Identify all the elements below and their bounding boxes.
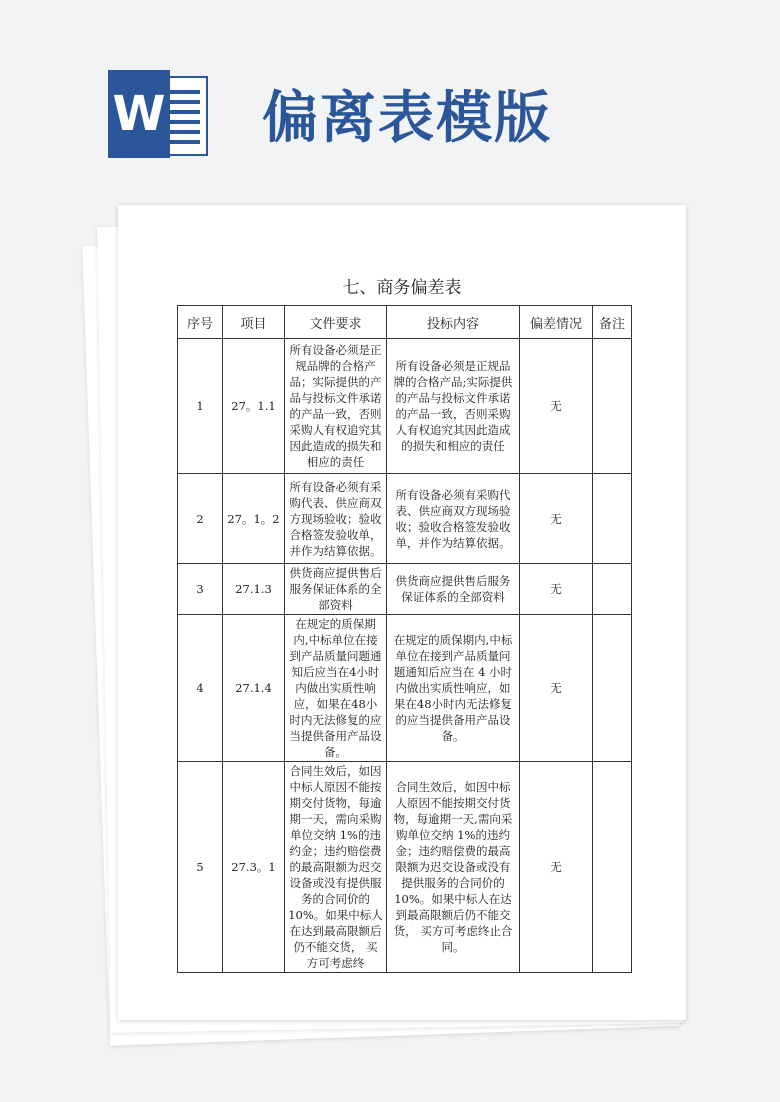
document-page [118,205,686,1020]
cell-no: 4 [178,615,223,762]
cell-requirement: 所有设备必须有采购代表、供应商双方现场验收；验收合格签发验收单，并作为结算依据。 [285,474,387,564]
cell-remark [593,615,632,762]
banner-title: 偏离表模版 [262,86,552,151]
cell-item: 27.3。1 [223,762,285,973]
cell-requirement: 供货商应提供售后服务保证体系的全部资料 [285,564,387,615]
header-item: 项目 [223,306,285,339]
cell-item: 27.1.4 [223,615,285,762]
header-no: 序号 [178,306,223,339]
cell-remark [593,339,632,474]
cell-deviation: 无 [520,762,593,973]
word-logo-icon [108,70,208,158]
cell-deviation: 无 [520,339,593,474]
cell-no: 2 [178,474,223,564]
header-bid: 投标内容 [387,306,520,339]
table-row [178,615,632,762]
header-remark: 备注 [593,306,632,339]
header-requirement: 文件要求 [285,306,387,339]
cell-bid: 所有设备必须是正规品牌的合格产品;实际提供的产品与投标文件承诺的产品一致，否则采购人有权追究其因此造成的损失和相应的责任 [387,339,520,474]
cell-item: 27。1。2 [223,474,285,564]
cell-no: 3 [178,564,223,615]
header-deviation: 偏差情况 [520,306,593,339]
cell-bid: 合同生效后，如因中标人原因不能按期交付货物，每逾期一天,需向采购单位交纳 1%的违约金；违约赔偿费的最高限额为迟交设备或没有提供服务的合同价的10%。如果中标人在达到最高限额后仍不能交货， 买方可考虑终止合同。 [387,762,520,973]
table-row [178,339,632,474]
cell-remark [593,474,632,564]
document-title: 七、商务偏差表 [342,278,462,298]
cell-no: 1 [178,339,223,474]
cell-item: 27.1.3 [223,564,285,615]
cell-item: 27。1.1 [223,339,285,474]
cell-no: 5 [178,762,223,973]
table-header-row [178,306,632,339]
table-row [178,474,632,564]
cell-requirement: 在规定的质保期内,中标单位在接到产品质量问题通知后应当在4小时内做出实质性响应，如果在48小时内无法修复的应当提供备用产品设备。 [285,615,387,762]
cell-requirement: 合同生效后，如因中标人原因不能按期交付货物，每逾期一天，需向采购单位交纳 1%的违约金；违约赔偿费的最高限额为迟交设备或没有提供服务的合同价的 10%。如果中标人在达到最高限额后仍不能交货， 买方可考虑终 [285,762,387,973]
table-row [178,564,632,615]
cell-remark [593,564,632,615]
banner [0,0,780,190]
cell-bid: 供货商应提供售后服务保证体系的全部资料 [387,564,520,615]
cell-remark [593,762,632,973]
deviation-table [177,305,632,973]
table-row [178,762,632,973]
cell-requirement: 所有设备必须是正规品牌的合格产品；实际提供的产品与投标文件承诺的产品一致，否则采购人有权追究其因此造成的损失和相应的责任 [285,339,387,474]
cell-deviation: 无 [520,564,593,615]
cell-deviation: 无 [520,615,593,762]
cell-bid: 在规定的质保期内,中标单位在接到产品质量问题通知后应当在 4 小时内做出实质性响应，如果在48小时内无法修复的应当提供备用产品设备。 [387,615,520,762]
cell-deviation: 无 [520,474,593,564]
word-letter: W [108,70,170,158]
cell-bid: 所有设备必须有采购代表、供应商双方现场验收；验收合格签发验收单，并作为结算依据。 [387,474,520,564]
